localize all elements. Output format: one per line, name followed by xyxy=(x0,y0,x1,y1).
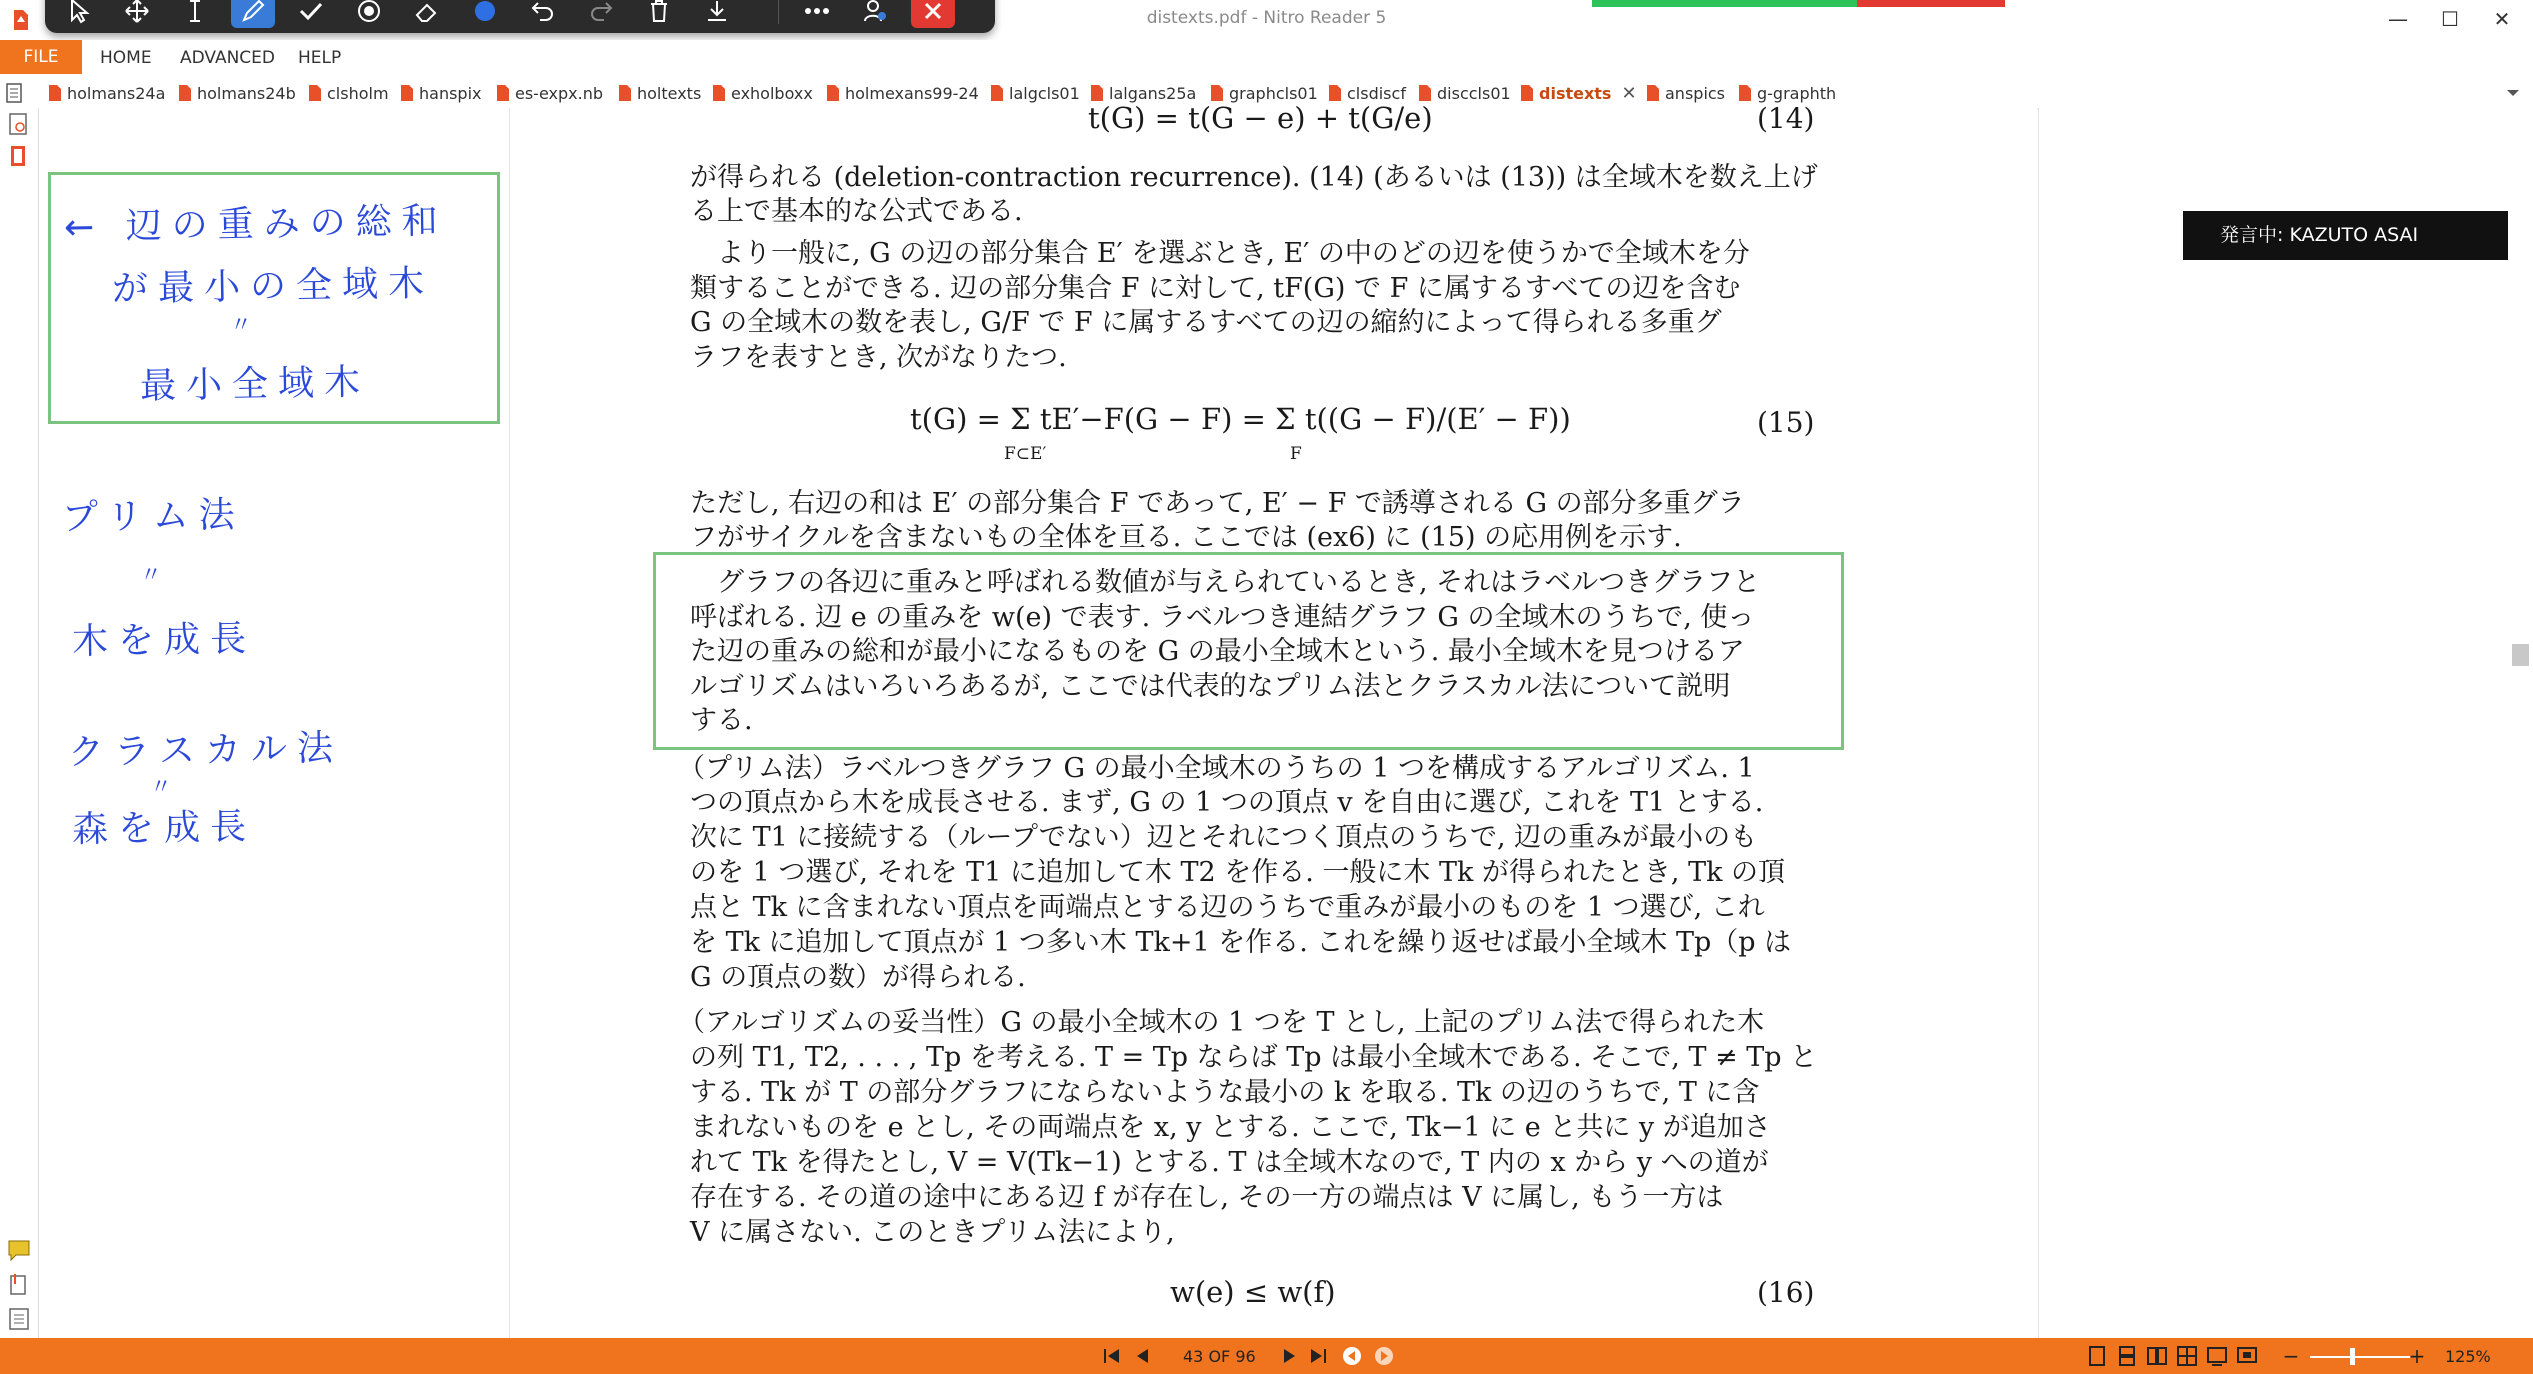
paragraph-line: 次に T1 に接続する（ループでない）辺とそれにつく頂点のうちで, 辺の重みが最小のも xyxy=(690,822,1758,853)
paragraph-line: のを 1 つ選び, それを T1 に追加して木 T2 を作る. 一般に木 Tk が得られたとき, Tk の頂 xyxy=(690,857,1786,888)
pages-panel-icon[interactable] xyxy=(5,80,23,106)
side-toolbar xyxy=(0,108,39,1338)
text-cursor-icon[interactable] xyxy=(173,0,217,28)
tab-disccls01[interactable]: disccls01 xyxy=(1418,80,1511,106)
pen-icon[interactable] xyxy=(231,0,275,28)
paragraph-line: 類することができる. 辺の部分集合 F に対して, tF(G) で F に属するすべての辺を含む xyxy=(690,273,1741,304)
pdf-file-icon xyxy=(1328,84,1342,102)
highlighter-icon[interactable] xyxy=(347,0,391,28)
equation-15-subscript: F xyxy=(1290,444,1302,464)
menu-home[interactable]: HOME xyxy=(100,48,152,68)
pdf-file-icon xyxy=(826,84,840,102)
comments-icon[interactable] xyxy=(7,1238,31,1264)
pdf-file-icon xyxy=(1520,84,1534,102)
fit-page-icon[interactable] xyxy=(2235,1344,2259,1368)
tab-holmans24a[interactable]: holmans24a xyxy=(48,80,165,106)
redo-icon[interactable] xyxy=(579,0,623,28)
trash-icon[interactable] xyxy=(637,0,681,28)
tab-graphcls01[interactable]: graphcls01 xyxy=(1210,80,1318,106)
search-document-icon[interactable] xyxy=(7,112,31,138)
pdf-file-icon xyxy=(618,84,632,102)
tab-distexts-active[interactable]: distexts ✕ xyxy=(1520,80,1637,106)
status-bar xyxy=(0,1338,2533,1374)
handwritten-equals-mark: 〃 xyxy=(229,312,263,339)
pdf-file-icon xyxy=(1418,84,1432,102)
paragraph-line: が得られる (deletion-contraction recurrence). (14) (あるいは (13)) は全域木を数え上げ xyxy=(690,162,1818,193)
equation-number-14: (14) xyxy=(1757,102,1815,135)
more-options-icon[interactable] xyxy=(795,0,839,28)
download-icon[interactable] xyxy=(695,0,739,28)
next-view-icon[interactable] xyxy=(1372,1344,1396,1368)
maximize-button[interactable]: ☐ xyxy=(2441,7,2459,31)
paragraph-line: （プリム法）ラベルつきグラフ G の最小全域木のうちの 1 つを構成するアルゴリズム. 1 xyxy=(678,753,1755,784)
bookmark-icon[interactable] xyxy=(7,144,31,170)
speaking-indicator: 発言中: KAZUTO ASAI xyxy=(2183,211,2525,260)
handwritten-prim-desc: 木を成長 xyxy=(71,618,257,663)
tab-clsholm[interactable]: clsholm xyxy=(308,80,389,106)
pdf-file-icon xyxy=(1210,84,1224,102)
equation-number-16: (16) xyxy=(1757,1276,1815,1309)
pdf-file-icon xyxy=(990,84,1004,102)
paragraph-line: （アルゴリズムの妥当性）G の最小全域木の 1 つを T とし, 上記のプリム法で得られた木 xyxy=(678,1007,1765,1038)
tab-lalgcls01[interactable]: lalgcls01 xyxy=(990,80,1080,106)
select-arrow-icon[interactable] xyxy=(57,0,101,28)
pdf-file-icon xyxy=(308,84,322,102)
menu-advanced[interactable]: ADVANCED xyxy=(180,48,276,68)
paragraph-line: る上で基本的な公式である. xyxy=(690,196,1023,227)
previous-page-icon[interactable] xyxy=(1130,1344,1154,1368)
paragraph-line: を Tk に追加して頂点が 1 つ多い木 Tk+1 を作る. これを繰り返せば最小全域木 Tp（p は xyxy=(690,927,1792,958)
undo-icon[interactable] xyxy=(521,0,565,28)
pdf-file-icon xyxy=(496,84,510,102)
handwritten-kruskal-desc: 森を成長 xyxy=(71,806,257,851)
facing-view-icon[interactable] xyxy=(2145,1344,2169,1368)
annotation-margin-right[interactable] xyxy=(2038,108,2509,1338)
tab-es-expx[interactable]: es-expx.nb xyxy=(496,80,603,106)
paragraph-line: の列 T1, T2, . . . , Tp を考える. T = Tp ならば Tp は最小全域木である. そこで, T ≠ Tp と xyxy=(690,1042,1818,1073)
handwritten-equals-mark: 〃 xyxy=(139,562,173,589)
menu-bar xyxy=(0,40,2533,74)
tab-close-icon[interactable]: ✕ xyxy=(1621,82,1637,104)
paragraph-line: つの頂点から木を成長させる. まず, G の 1 つの頂点 v を自由に選び, これを T1 とする. xyxy=(690,787,1764,818)
menu-help[interactable]: HELP xyxy=(298,48,342,68)
paragraph-line: する. Tk が T の部分グラフにならないような最小の k を取る. Tk の辺のうちで, T に含 xyxy=(690,1077,1760,1108)
minimize-button[interactable]: — xyxy=(2388,7,2408,31)
pdf-file-icon xyxy=(712,84,726,102)
close-window-button[interactable]: ✕ xyxy=(2493,7,2511,31)
equation-16: w(e) ≤ w(f) xyxy=(1170,1275,1336,1309)
tab-g-graphth[interactable]: g-graphth xyxy=(1738,80,1836,106)
checkmark-icon[interactable] xyxy=(289,0,333,28)
paragraph-line: フがサイクルを含まないもの全体を亘る. ここでは (ex6) に (15) の応用例を示す. xyxy=(690,522,1682,553)
zoom-out-button[interactable]: − xyxy=(2282,1344,2300,1368)
pdf-file-icon xyxy=(48,84,62,102)
tab-clsdiscf[interactable]: clsdiscf xyxy=(1328,80,1406,106)
tab-holmans24b[interactable]: holmans24b xyxy=(178,80,296,106)
paragraph-line: れて Tk を得たとし, V = V(Tk−1) とする. T は全域木なので, T 内の x から y への道が xyxy=(690,1147,1769,1178)
menu-file[interactable]: FILE xyxy=(0,40,82,74)
handwritten-kruskal: クラスカル法 xyxy=(67,727,344,774)
paragraph-line: まれないものを e とし, その両端点を x, y とする. ここで, Tk−1 に e と共に y が追加さ xyxy=(690,1112,1771,1143)
paragraph-line: G の全域木の数を表し, G/F で F に属するすべての辺の縮約によって得られる多重グ xyxy=(690,307,1722,338)
tab-list-dropdown-icon[interactable] xyxy=(2505,80,2521,106)
equation-number-15: (15) xyxy=(1757,406,1815,439)
paragraph-line: V に属さない. このときプリム法により, xyxy=(690,1217,1175,1248)
pdf-file-icon xyxy=(1738,84,1752,102)
toolbar-divider xyxy=(778,0,779,24)
annotation-toolbar xyxy=(45,0,995,33)
paragraph-line: 呼ばれる. 辺 e の重みを w(e) で表す. ラベルつき連結グラフ G の全域木のうちで, 使っ xyxy=(690,602,1755,633)
continuous-view-icon[interactable] xyxy=(2115,1344,2139,1368)
first-page-icon[interactable] xyxy=(1100,1344,1124,1368)
facing-continuous-view-icon[interactable] xyxy=(2175,1344,2199,1368)
paragraph-line: 点と Tk に含まれない頂点を両端点とする辺のうちで重みが最小のものを 1 つ選び, これ xyxy=(690,892,1765,923)
equation-15: t(G) = Σ tE′−F(G − F) = Σ t((G − F)/(E′ − F)) xyxy=(910,402,1571,436)
handwritten-note-line2: が最小の全域木 xyxy=(111,263,435,310)
handwritten-prim: プリム法 xyxy=(61,494,245,539)
recording-status-green xyxy=(1592,0,1857,7)
close-toolbar-icon[interactable] xyxy=(911,0,955,28)
color-picker-icon[interactable] xyxy=(463,0,507,28)
fit-width-icon[interactable] xyxy=(2205,1344,2229,1368)
zoom-slider-track[interactable] xyxy=(2310,1356,2410,1358)
move-icon[interactable] xyxy=(115,0,159,28)
paragraph-line: ただし, 右辺の和は E′ の部分集合 F であって, E′ − F で誘導される G の部分多重グラ xyxy=(690,488,1745,519)
scrollbar-thumb[interactable] xyxy=(2512,644,2529,666)
handwritten-note-line3: 最小全域木 xyxy=(139,361,371,408)
recording-status-red xyxy=(1857,0,2005,7)
last-page-icon[interactable] xyxy=(1306,1344,1330,1368)
attachments-icon[interactable] xyxy=(7,1272,31,1298)
paragraph-line: より一般に, G の辺の部分集合 E′ を選ぶとき, E′ の中のどの辺を使うかで全域木を分 xyxy=(690,238,1750,269)
zoom-slider-thumb[interactable] xyxy=(2350,1348,2355,1365)
pdf-file-icon xyxy=(178,84,192,102)
tab-exholboxx[interactable]: exholboxx xyxy=(712,80,813,106)
zoom-level[interactable]: 125% xyxy=(2445,1347,2491,1366)
eraser-icon[interactable] xyxy=(405,0,449,28)
tab-anspics[interactable]: anspics xyxy=(1646,80,1725,106)
equation-15-subscript: F⊂E′ xyxy=(1004,444,1047,464)
page-indicator[interactable]: 43 OF 96 xyxy=(1183,1347,1256,1366)
tab-lalgans25a[interactable]: lalgans25a xyxy=(1090,80,1196,106)
user-settings-icon[interactable] xyxy=(853,0,897,28)
pdf-file-icon xyxy=(400,84,414,102)
vertical-scrollbar[interactable] xyxy=(2508,108,2533,1338)
previous-view-icon[interactable] xyxy=(1340,1344,1364,1368)
equation-14: t(G) = t(G − e) + t(G/e) xyxy=(1088,101,1433,135)
paragraph-line: ルゴリズムはいろいろあるが, ここでは代表的なプリム法とクラスカル法について説明 xyxy=(690,671,1731,702)
tab-holtexts[interactable]: holtexts xyxy=(618,80,701,106)
single-page-view-icon[interactable] xyxy=(2085,1344,2109,1368)
paragraph-line: た辺の重みの総和が最小になるものを G の最小全域木という. 最小全域木を見つけるア xyxy=(690,636,1745,667)
next-page-icon[interactable] xyxy=(1278,1344,1302,1368)
handwritten-note-line1: ← 辺の重みの総和 xyxy=(63,200,448,249)
output-list-icon[interactable] xyxy=(7,1306,31,1332)
window-title: distexts.pdf - Nitro Reader 5 xyxy=(1146,8,1387,28)
pdf-file-icon xyxy=(1646,84,1660,102)
handwritten-equals-mark: 〃 xyxy=(149,774,183,801)
paragraph-line: ラフを表すとき, 次がなりたつ. xyxy=(690,342,1067,373)
paragraph-line: G の頂点の数）が得られる. xyxy=(690,962,1026,993)
paragraph-line: 存在する. その道の途中にある辺 f が存在し, その一方の端点は V に属し, もう一方は xyxy=(690,1182,1724,1213)
paragraph-line: グラフの各辺に重みと呼ばれる数値が与えられているとき, それはラベルつきグラフと xyxy=(690,567,1761,598)
tab-holmexans99-24[interactable]: holmexans99-24 xyxy=(826,80,979,106)
tab-hanspix[interactable]: hanspix xyxy=(400,80,482,106)
zoom-in-button[interactable]: + xyxy=(2408,1344,2426,1368)
paragraph-line: する. xyxy=(690,705,753,736)
pdf-file-icon xyxy=(1090,84,1104,102)
